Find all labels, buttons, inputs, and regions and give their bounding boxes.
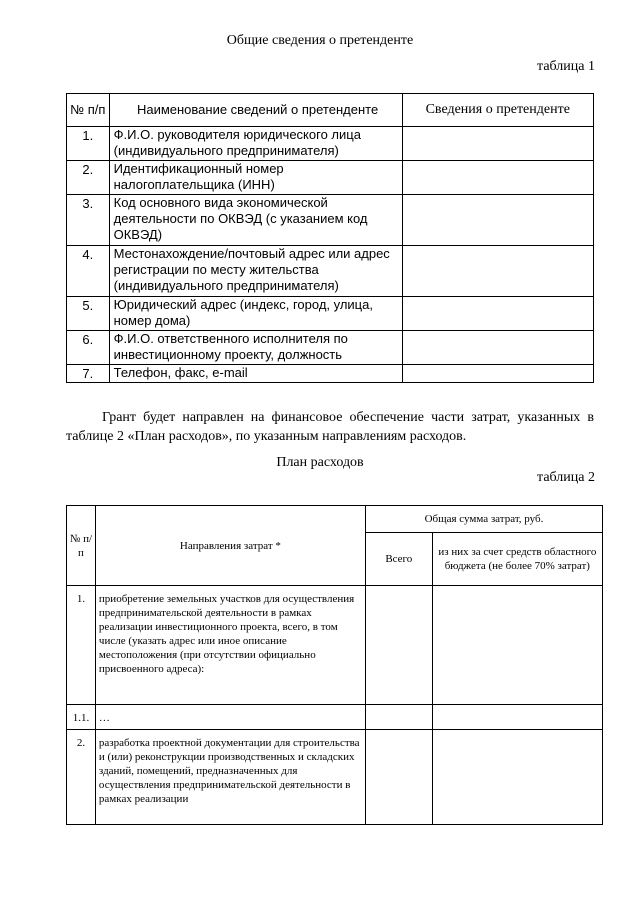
table2-title: План расходов (276, 455, 364, 470)
row-all[interactable] (365, 730, 432, 825)
table-row (67, 586, 603, 705)
table-row (67, 331, 594, 365)
row-budget[interactable] (432, 586, 602, 705)
row-num: 3. (67, 195, 110, 246)
row-num: 1. (67, 127, 110, 161)
header-num: № п/п (67, 506, 96, 586)
header-info: Сведения о претенденте (402, 94, 593, 127)
row-num: 2. (67, 161, 110, 195)
row-num: 1. (67, 586, 96, 705)
row-name: Ф.И.О. ответственного исполнителя по инвестиционному проекту, должность (109, 331, 402, 365)
table-row (67, 195, 594, 246)
row-name: Телефон, факс, e-mail (109, 365, 402, 383)
row-info[interactable] (402, 246, 593, 297)
row-num: 4. (67, 246, 110, 297)
table-row (67, 730, 603, 825)
header-all: Всего (365, 533, 432, 586)
row-budget[interactable] (432, 705, 602, 730)
row-info[interactable] (402, 331, 593, 365)
row-num: 5. (67, 297, 110, 331)
row-direction: разработка проектной документации для строительства и (или) реконструкции производственных и складских зданий, помещений, предназначенных для осуществления предпринимательской деятельности в рамках реализации (95, 730, 365, 825)
table-header-row (67, 94, 594, 127)
table-row (67, 127, 594, 161)
header-num: № п/п (67, 94, 110, 127)
table-header-row (67, 506, 603, 533)
row-name: Местонахождение/почтовый адрес или адрес регистрации по месту жительства (индивидуального предпринимателя) (109, 246, 402, 297)
table-row (67, 246, 594, 297)
applicant-info-table (66, 93, 594, 383)
header-direction: Направления затрат * (95, 506, 365, 586)
row-info[interactable] (402, 297, 593, 331)
row-num: 2. (67, 730, 96, 825)
row-info[interactable] (402, 195, 593, 246)
table-row (67, 705, 603, 730)
row-name: Ф.И.О. руководителя юридического лица (индивидуального предпринимателя) (109, 127, 402, 161)
expense-plan-table (66, 505, 603, 825)
table2-label: таблица 2 (537, 470, 595, 485)
row-budget[interactable] (432, 730, 602, 825)
row-info[interactable] (402, 127, 593, 161)
table1-label: таблица 1 (537, 59, 595, 74)
row-all[interactable] (365, 705, 432, 730)
row-name: Идентификационный номер налогоплательщика (ИНН) (109, 161, 402, 195)
row-num: 7. (67, 365, 110, 383)
header-name: Наименование сведений о претенденте (109, 94, 402, 127)
row-name: Юридический адрес (индекс, город, улица, номер дома) (109, 297, 402, 331)
header-total: Общая сумма затрат, руб. (365, 506, 602, 533)
table-row (67, 161, 594, 195)
row-num: 1.1. (67, 705, 96, 730)
row-direction: … (95, 705, 365, 730)
grant-paragraph: Грант будет направлен на финансовое обеспечение части затрат, указанных в таблице 2 «План расходов», по указанным направлениям расходов. (66, 410, 594, 444)
row-num: 6. (67, 331, 110, 365)
table-row (67, 297, 594, 331)
row-direction: приобретение земельных участков для осуществления предпринимательской деятельности в рамках реализации инвестиционного проекта, всего, в том числе (указать адрес или иное описание местоположения (при отсутствии официально присвоенного адреса): (95, 586, 365, 705)
row-info[interactable] (402, 161, 593, 195)
row-name: Код основного вида экономической деятельности по ОКВЭД (с указанием код ОКВЭД) (109, 195, 402, 246)
header-budget: из них за счет средств областного бюджета (не более 70% затрат) (432, 533, 602, 586)
table-row (67, 365, 594, 383)
table1-title: Общие сведения о претенденте (226, 33, 414, 48)
row-all[interactable] (365, 586, 432, 705)
row-info[interactable] (402, 365, 593, 383)
